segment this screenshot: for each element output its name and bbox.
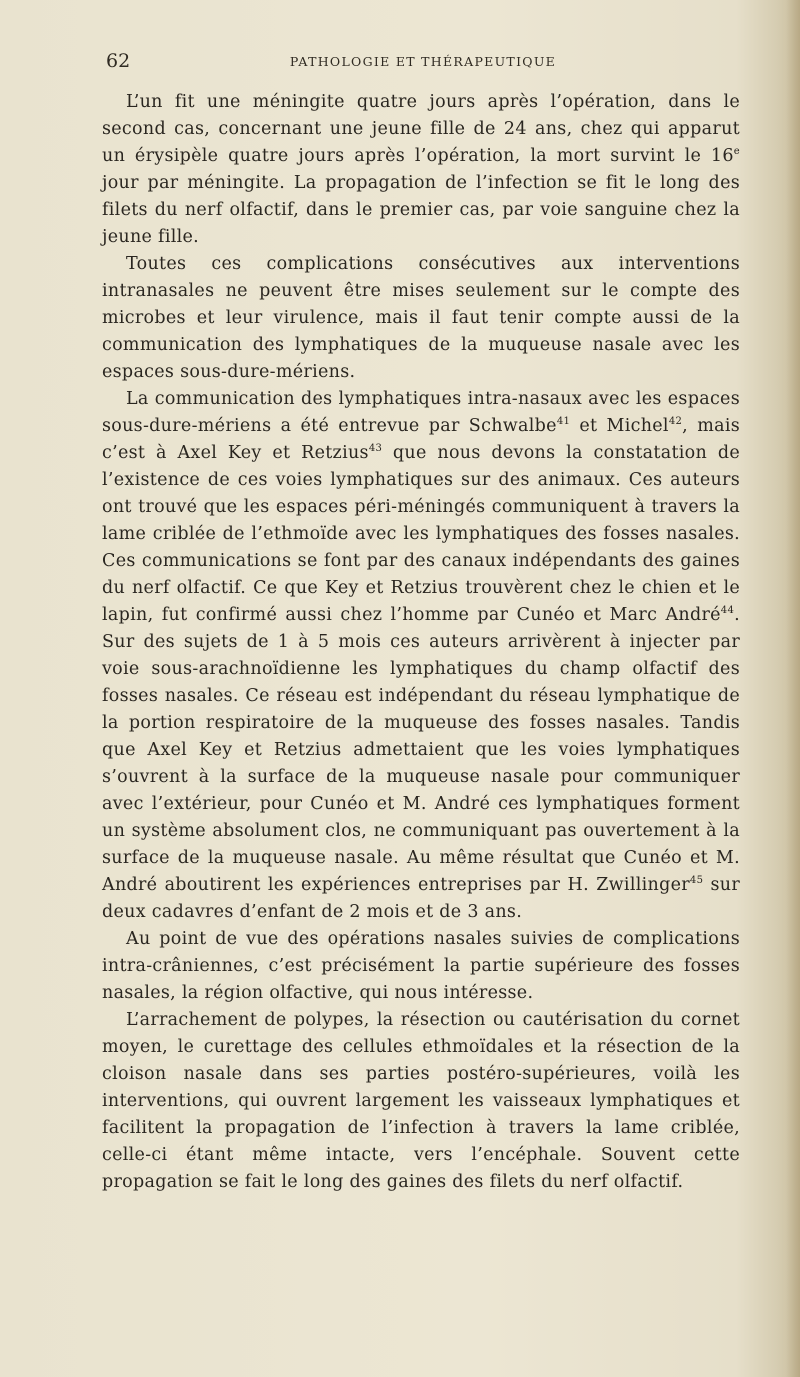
text-segment: , mais c’est à Axel Key et Retzius [102,416,741,463]
paragraph [102,926,740,1007]
text-segment: jour par méningite. La propagation de l’infection se fit le long des filets du nerf olfactif, dans le premier cas, par voie sanguine chez la jeune fille. [102,173,740,247]
page-edge-shadow [786,0,800,1377]
text-segment: L’arrachement de polypes, la résection ou cautérisation du cornet moyen, le curettage des cellules ethmoïdales et la résection de la cloison nasale dans ses parties postéro-supérieures, voilà les interventions, qui ouvrent largement les vaisseaux lymphatiques et facilitent la propagation de l’infection à travers la lame criblée, celle-ci étant même intacte, vers l’encéphale. Souvent cette propagation se fait le long des gaines des filets du nerf olfactif. [102,1010,740,1192]
text-segment: sur deux cadavres d’enfant de 2 mois et de 3 ans. [102,875,740,922]
paragraph [102,1007,740,1196]
text-segment: . Sur des sujets de 1 à 5 mois ces auteurs arrivèrent à injecter par voie sous-arachnoïdienne les lymphatiques du champ olfactif des fosses nasales. Ce réseau est indépendant du réseau lymphatique de la portion respiratoire de la muqueuse des fosses nasales. Tandis que Axel Key et Retzius admettaient que les voies lymphatiques s’ouvrent à la surface de la muqueuse nasale pour communiquer avec l’extérieur, pour Cunéo et M. André ces lymphatiques forment un système absolument clos, ne communiquant pas ouvertement à la surface de la muqueuse nasale. Au même résultat que Cunéo et M. André aboutirent les expériences entreprises par H. Zwillinger [102,605,740,895]
text-segment: Toutes ces complications consécutives aux interventions intranasales ne peuvent être mises seulement sur le compte des microbes et leur virulence, mais il faut tenir compte aussi de la communication des lymphatiques de la muqueuse nasale avec les espaces sous-dure-mériens. [102,254,740,382]
paragraph [102,386,740,926]
text-segment: L’un fit une méningite quatre jours après l’opération, dans le second cas, concernant une jeune fille de 24 ans, chez qui apparut un érysipèle quatre jours après l’opération, la mort survint le 16 [102,92,740,166]
footnote-reference: 42 [668,416,683,428]
page-header [106,50,740,74]
footnote-reference: 43 [368,443,383,455]
footnote-reference: e [733,146,740,158]
text-segment: que nous devons la constatation de l’existence de ces voies lymphatiques sur des animaux. Ces auteurs ont trouvé que les espaces péri-méningés communiquent à travers la lame criblée de l’ethmoïde avec les lymphatiques des fosses nasales. Ces communications se font par des canaux indépendants des gaines du nerf olfactif. Ce que Key et Retzius trouvèrent chez le chien et le lapin, fut confirmé aussi chez l’homme par Cunéo et Marc André [102,443,740,625]
paragraph [102,251,740,386]
body-text [102,89,740,1196]
paragraph [102,89,740,251]
footnote-reference: 41 [556,416,571,428]
text-segment: Au point de vue des opérations nasales suivies de complications intra-crâniennes, c’est précisément la partie supérieure des fosses nasales, la région olfactive, qui nous intéresse. [102,929,740,1003]
page-number: 62 [106,50,131,72]
footnote-reference: 45 [689,875,704,887]
footnote-reference: 44 [720,605,735,617]
text-segment: et Michel [570,416,669,436]
text-segment: La communication des lymphatiques intra-nasaux avec les espaces sous-dure-mériens a été entrevue par Schwalbe [102,389,740,436]
running-title: PATHOLOGIE ET THÉRAPEUTIQUE [289,54,557,69]
